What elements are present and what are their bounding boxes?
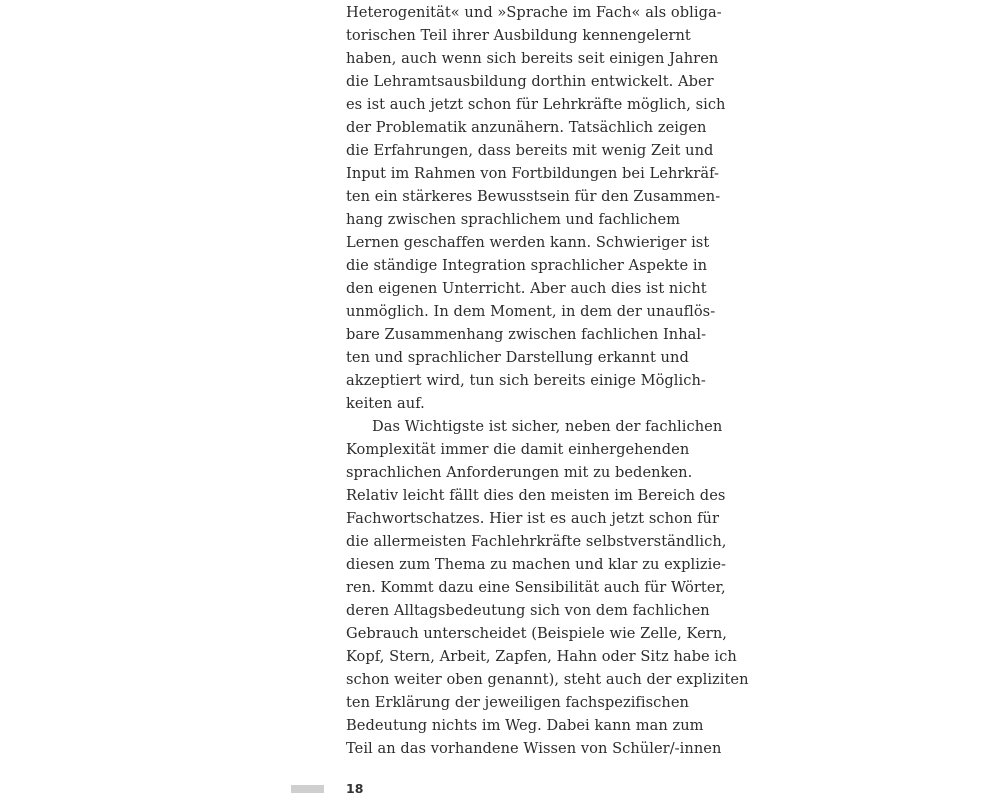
page-number: 18 <box>346 781 364 796</box>
text-line: sprachlichen Anforderungen mit zu bedenken. <box>346 464 693 481</box>
text-line: Gebrauch unterscheidet (Beispiele wie Zelle, Kern, <box>346 625 727 642</box>
text-line: deren Alltagsbedeutung sich von dem fachlichen <box>346 602 710 619</box>
text-line: die ständige Integration sprachlicher Aspekte in <box>346 257 708 274</box>
body-text <box>346 1 749 760</box>
text-line: der Problematik anzunähern. Tatsächlich zeigen <box>346 119 707 136</box>
text-line: Teil an das vorhandene Wissen von Schüler/-innen <box>346 740 722 757</box>
text-line: hang zwischen sprachlichem und fachlichem <box>346 211 681 228</box>
paragraph-start-line: Das Wichtigste ist sicher, neben der fachlichen <box>372 418 723 435</box>
text-line: Fachwortschatzes. Hier ist es auch jetzt schon für <box>346 510 720 527</box>
text-line: bare Zusammenhang zwischen fachlichen Inhal- <box>346 326 707 343</box>
text-line: akzeptiert wird, tun sich bereits einige Möglich- <box>346 372 706 389</box>
text-line: ten ein stärkeres Bewusstsein für den Zusammen- <box>346 188 721 205</box>
text-line: Relativ leicht fällt dies den meisten im Bereich des <box>346 487 726 504</box>
text-line: Komplexität immer die damit einhergehenden <box>346 441 690 458</box>
text-line: ten Erklärung der jeweiligen fachspezifischen <box>346 694 689 711</box>
text-line: Lernen geschaffen werden kann. Schwieriger ist <box>346 234 710 251</box>
text-line: Input im Rahmen von Fortbildungen bei Lehrkräf- <box>346 165 720 182</box>
footer-decor-bar <box>291 785 324 793</box>
text-line: diesen zum Thema zu machen und klar zu explizie- <box>346 556 727 573</box>
text-line: torischen Teil ihrer Ausbildung kennengelernt <box>346 27 691 44</box>
text-line: ten und sprachlicher Darstellung erkannt und <box>346 349 689 366</box>
text-line: schon weiter oben genannt), steht auch der expliziten <box>346 671 749 688</box>
text-line: die allermeisten Fachlehrkräfte selbstverständlich, <box>346 533 727 550</box>
text-line: keiten auf. <box>346 395 425 412</box>
text-line: Kopf, Stern, Arbeit, Zapfen, Hahn oder Sitz habe ich <box>346 648 737 665</box>
text-line: die Erfahrungen, dass bereits mit wenig Zeit und <box>346 142 714 159</box>
text-line: unmöglich. In dem Moment, in dem der unauflös- <box>346 303 716 320</box>
text-line: haben, auch wenn sich bereits seit einigen Jahren <box>346 50 719 67</box>
text-line: die Lehramtsausbildung dorthin entwickelt. Aber <box>346 73 714 90</box>
text-line: Heterogenität« und »Sprache im Fach« als obliga- <box>346 4 722 21</box>
text-line: ren. Kommt dazu eine Sensibilität auch für Wörter, <box>346 579 726 596</box>
text-line: Bedeutung nichts im Weg. Dabei kann man zum <box>346 717 704 734</box>
text-line: den eigenen Unterricht. Aber auch dies ist nicht <box>346 280 707 297</box>
text-line: es ist auch jetzt schon für Lehrkräfte möglich, sich <box>346 96 726 113</box>
